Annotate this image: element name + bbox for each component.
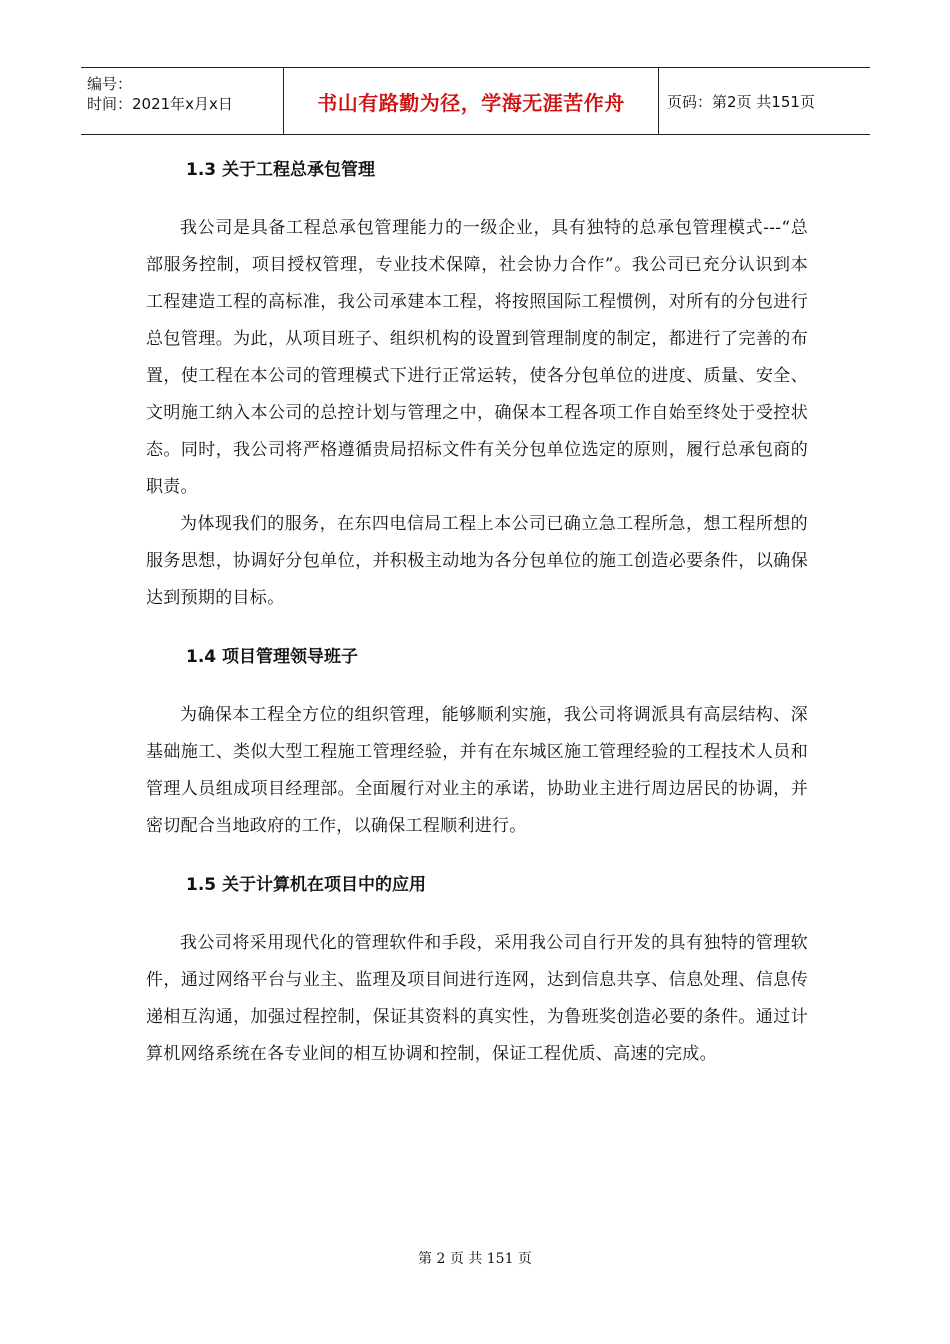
section-heading-1-5: 1.5 关于计算机在项目中的应用 [186,875,427,895]
page-header [81,67,870,135]
header-meta [81,68,284,134]
section-heading-1-3: 1.3 关于工程总承包管理 [186,160,376,180]
section-heading-1-4: 1.4 项目管理领导班子 [186,647,359,667]
paragraph: 为体现我们的服务，在东四电信局工程上本公司已确立急工程所急，想工程所想的服务思想，协调好分包单位，并积极主动地为各分包单位的施工创造必要条件，以确保达到预期的目标。 [146,514,808,608]
document-date: 时间：2021年x月x日 [87,95,233,113]
page-footer: 第 2 页 共 151 页 [418,1251,532,1267]
document-number-label: 编号： [87,75,133,93]
paragraph: 我公司是具备工程总承包管理能力的一级企业，具有独特的总承包管理模式---“总部服务控制，项目授权管理，专业技术保障，社会协力合作”。我公司已充分认识到本工程建造工程的高标准，我公司承建本工程，将按照国际工程惯例，对所有的分包进行总包管理。为此，从项目班子、组织机构的设置到管理制度的制定，都进行了完善的布置，使工程在本公司的管理模式下进行正常运转，使各分包单位的进度、质量、安全、文明施工纳入本公司的总控计划与管理之中，确保本工程各项工作自始至终处于受控状态。同时，我公司将严格遵循贵局招标文件有关分包单位选定的原则，履行总承包商的职责。 [146,218,808,497]
paragraph: 为确保本工程全方位的组织管理，能够顺利实施，我公司将调派具有高层结构、深基础施工、类似大型工程施工管理经验，并有在东城区施工管理经验的工程技术人员和管理人员组成项目经理部。全面履行对业主的承诺，协助业主进行周边居民的协调，并密切配合当地政府的工作，以确保工程顺利进行。 [146,705,808,836]
header-page-info: 页码：第2页 共151页 [667,92,815,111]
document-body [146,150,808,1073]
paragraph: 我公司将采用现代化的管理软件和手段，采用我公司自行开发的具有独特的管理软件，通过网络平台与业主、监理及项目间进行连网，达到信息共享、信息处理、信息传递相互沟通，加强过程控制，保证其资料的真实性，为鲁班奖创造必要的条件。通过计算机网络系统在各专业间的相互协调和控制，保证工程优质、高速的完成。 [146,933,808,1064]
header-motto: 书山有路勤为径，学海无涯苦作舟 [284,68,659,134]
